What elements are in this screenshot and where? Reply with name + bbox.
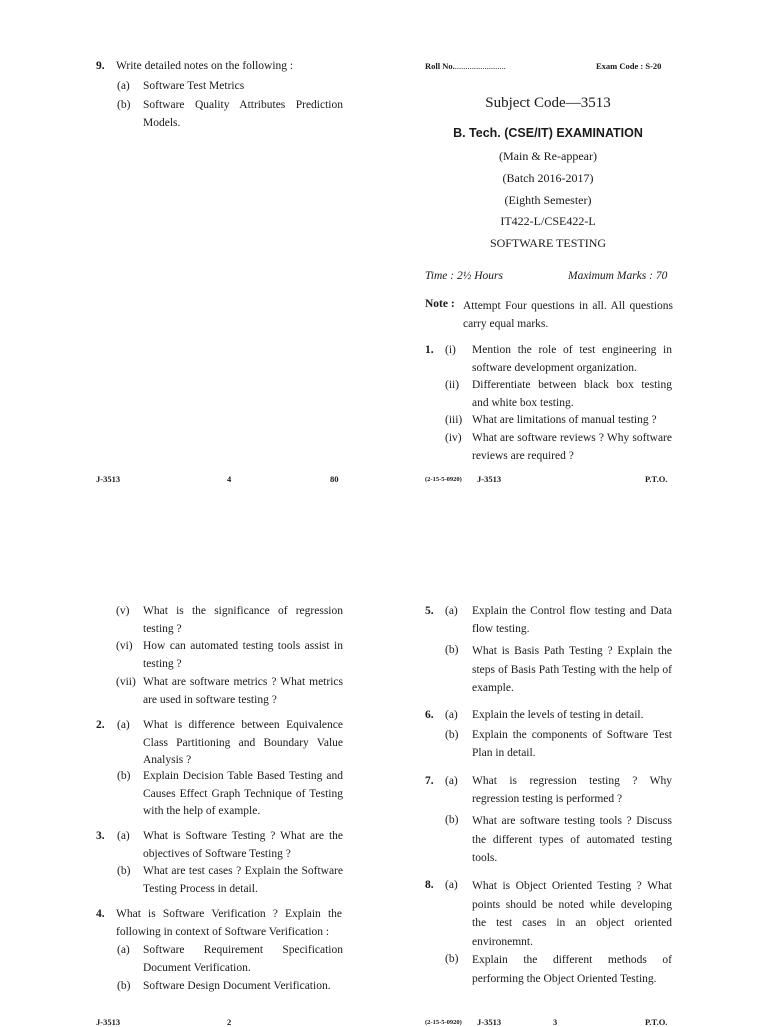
roll-dots: ........................ — [454, 61, 506, 71]
option-text: Explain Decision Table Based Testing and Causes Effect Graph Technique of Testing with the help of example. — [143, 770, 343, 817]
option-text: Explain the components of Software Test Plan in detail. — [472, 729, 672, 759]
option-text: Software Quality Attributes Prediction Models. — [143, 99, 343, 129]
option-label: (a) — [445, 605, 458, 617]
option-text: What is difference between Equivalence Class Partitioning and Boundary Value Analysis ? — [143, 719, 343, 766]
option-label: (a) — [117, 944, 130, 956]
option-label: (b) — [445, 953, 459, 965]
option-label: (a) — [117, 719, 130, 731]
option-label: (b) — [445, 814, 459, 826]
option-label: (v) — [116, 605, 130, 617]
option-text: What are software metrics ? What metrics are used in software testing ? — [143, 676, 343, 706]
option-text: What are software reviews ? Why software reviews are required ? — [472, 432, 672, 462]
semester: (Eighth Semester) — [504, 193, 592, 207]
option-label: (vi) — [116, 640, 133, 652]
option-label: (a) — [445, 709, 458, 721]
option-text: What is Basis Path Testing ? Explain the steps of Basis Path Testing with the help of example. — [472, 645, 672, 694]
footer-batch: (2-15-5-0920) — [425, 476, 462, 483]
question-number: 4. — [96, 908, 105, 920]
footer-page-number: 4 — [227, 474, 232, 484]
option-label: (iii) — [445, 414, 463, 426]
maximum-marks: Maximum Marks : 70 — [568, 270, 668, 282]
option-text: What is Software Testing ? What are the objectives of Software Testing ? — [143, 830, 343, 860]
footer-count: 80 — [330, 474, 339, 484]
footer-batch: (2-15-5-0920) — [425, 1019, 462, 1026]
option-label: (b) — [445, 729, 459, 741]
footer-code: J-3513 — [477, 474, 502, 484]
question-text: Write detailed notes on the following : — [116, 60, 294, 72]
batch: (Batch 2016-2017) — [502, 171, 594, 185]
footer-pto: P.T.O. — [645, 1017, 668, 1027]
option-text: What are test cases ? Explain the Software Testing Process in detail. — [143, 865, 343, 895]
option-text: What is regression testing ? Why regression testing is performed ? — [472, 775, 672, 805]
question-number: 2. — [96, 719, 105, 731]
question-number: 9. — [96, 60, 105, 72]
question-number: 6. — [425, 709, 434, 721]
note-text: Attempt Four questions in all. All questions carry equal marks. — [463, 300, 673, 330]
subject-name: SOFTWARE TESTING — [489, 236, 607, 250]
option-label: (a) — [117, 830, 130, 842]
option-text: Software Test Metrics — [143, 80, 245, 92]
subject-code: Subject Code—3513 — [485, 95, 611, 111]
exam-title: B. Tech. (CSE/IT) EXAMINATION — [453, 126, 643, 140]
option-text: Differentiate between black box testing and white box testing. — [472, 379, 672, 409]
option-label: (b) — [117, 99, 131, 111]
option-label: (a) — [117, 80, 130, 92]
question-number: 5. — [425, 605, 434, 617]
option-text: Software Design Document Verification. — [143, 980, 331, 992]
roll-number-field — [425, 61, 506, 71]
course-code: IT422-L/CSE422-L — [500, 214, 596, 228]
question-text: What is Software Verification ? Explain the following in context of Software Verification : — [116, 908, 342, 938]
exam-code: Exam Code : S-20 — [596, 61, 662, 71]
option-label: (vii) — [116, 676, 136, 688]
option-text: What are limitations of manual testing ? — [472, 414, 657, 426]
note-label: Note : — [425, 298, 455, 310]
option-label: (iv) — [445, 432, 462, 444]
option-text: Explain the levels of testing in detail. — [472, 709, 644, 721]
time-allowed: Time : 2½ Hours — [425, 270, 503, 282]
exam-type: (Main & Re-appear) — [499, 149, 597, 163]
option-label: (a) — [445, 879, 458, 891]
option-text: Software Requirement Specification Document Verification. — [143, 944, 343, 974]
option-label: (b) — [117, 980, 131, 992]
option-label: (i) — [445, 344, 456, 356]
question-number: 3. — [96, 830, 105, 842]
footer-code: J-3513 — [96, 474, 121, 484]
option-text: How can automated testing tools assist in testing ? — [143, 640, 343, 670]
option-text: Mention the role of test engineering in software development organization. — [472, 344, 672, 374]
roll-label: Roll No. — [425, 61, 455, 71]
option-label: (b) — [445, 644, 459, 656]
question-number: 7. — [425, 775, 434, 787]
footer-code: J-3513 — [96, 1017, 121, 1027]
footer-code: J-3513 — [477, 1017, 502, 1027]
footer-page-number: 3 — [553, 1017, 558, 1027]
option-label: (b) — [117, 865, 131, 877]
option-text: What is Object Oriented Testing ? What points should be noted while developing the test cases in an object oriented environemnt. — [472, 880, 672, 948]
footer-page-number: 2 — [227, 1017, 232, 1027]
option-label: (b) — [117, 770, 131, 782]
option-text: Explain the Control flow testing and Data flow testing. — [472, 605, 672, 635]
option-label: (a) — [445, 775, 458, 787]
option-text: What is the significance of regression testing ? — [143, 605, 343, 635]
question-number: 8. — [425, 879, 434, 891]
option-text: What are software testing tools ? Discuss the different types of automated testing tools. — [472, 815, 672, 864]
footer-pto: P.T.O. — [645, 474, 668, 484]
option-text: Explain the different methods of performing the Object Oriented Testing. — [472, 954, 672, 985]
question-number: 1. — [425, 344, 434, 356]
option-label: (ii) — [445, 379, 460, 391]
